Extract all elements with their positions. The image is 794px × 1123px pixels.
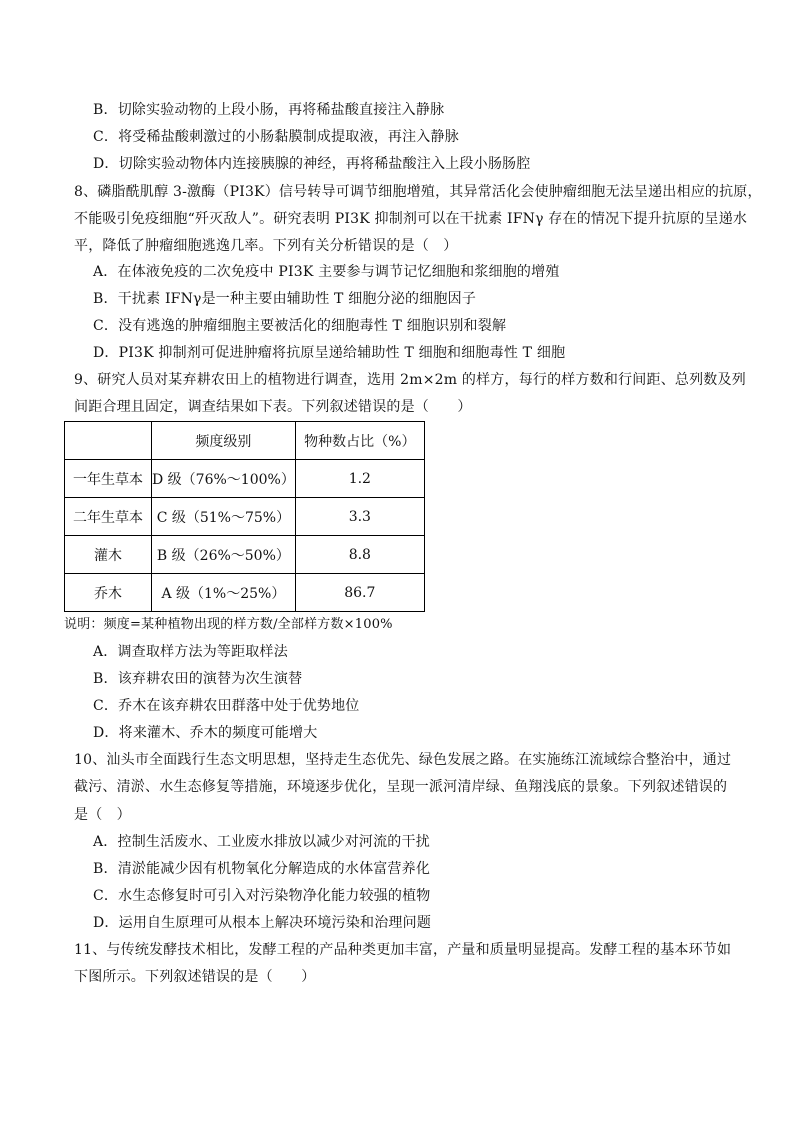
q11-stem-line-2: 下图所示。下列叙述错误的是（ ）: [74, 969, 316, 985]
table-cell: B 级（26%～50%）: [152, 536, 296, 574]
q8-option-c: C．没有逃逸的肿瘤细胞主要被活化的细胞毒性 T 细胞识别和裂解: [93, 318, 507, 334]
q9-option-c: C．乔木在该弃耕农田群落中处于优势地位: [93, 698, 360, 714]
table-cell: A 级（1%～25%）: [152, 574, 296, 612]
q7-option-c: C．将受稀盐酸刺激过的小肠黏膜制成提取液，再注入静脉: [93, 129, 459, 145]
q9-option-d: D．将来灌木、乔木的频度可能增大: [93, 725, 318, 741]
table-cell: 1.2: [295, 460, 424, 498]
table-cell: 8.8: [295, 536, 424, 574]
table-header-cell: 频度级别: [152, 422, 296, 460]
table-header-cell: [65, 422, 152, 460]
table-cell: 86.7: [295, 574, 424, 612]
q9-option-a: A．调查取样方法为等距取样法: [93, 644, 288, 660]
q11-stem-line-1: 11、与传统发酵技术相比，发酵工程的产品种类更加丰富，产量和质量明显提高。发酵工程的基本环节如: [74, 942, 732, 958]
q9-option-b: B．该弃耕农田的演替为次生演替: [93, 671, 303, 687]
table-cell: D 级（76%～100%）: [152, 460, 296, 498]
q10-option-a: A．控制生活废水、工业废水排放以减少对河流的干扰: [93, 834, 430, 850]
table-cell: 乔木: [65, 574, 152, 612]
table-cell: 二年生草本: [65, 498, 152, 536]
table-header-row: [65, 422, 425, 460]
q8-option-d: D．PI3K 抑制剂可促进肿瘤将抗原呈递给辅助性 T 细胞和细胞毒性 T 细胞: [93, 345, 566, 361]
q7-option-d: D．切除实验动物体内连接胰腺的神经，再将稀盐酸注入上段小肠肠腔: [93, 156, 531, 172]
table-cell: 灌木: [65, 536, 152, 574]
q10-stem-line-2: 截污、清淤、水生态修复等措施，环境逐步优化，呈现一派河清岸绿、鱼翔浅底的景象。下列叙述错误的: [74, 779, 728, 795]
q9-table-note: 说明：频度=某种植物出现的样方数/全部样方数×100%: [64, 617, 393, 632]
q8-stem-line-1: 8、磷脂酰肌醇 3-激酶（PI3K）信号转导可调节细胞增殖，其异常活化会使肿瘤细胞无法呈递出相应的抗原，: [74, 184, 762, 200]
q9-stem-line-1: 9、研究人员对某弃耕农田上的植物进行调查，选用 2m×2m 的样方，每行的样方数和行间距、总列数及列: [74, 372, 746, 388]
table-cell: 一年生草本: [65, 460, 152, 498]
q10-option-b: B．清淤能减少因有机物氧化分解造成的水体富营养化: [93, 861, 431, 877]
q10-stem-line-3: 是（ ）: [74, 807, 131, 823]
table-row: [65, 574, 425, 612]
table-row: [65, 498, 425, 536]
q8-stem-line-2: 不能吸引免疫细胞“歼灭敌人”。研究表明 PI3K 抑制剂可以在干扰素 IFNγ 存在的情况下提升抗原的呈递水: [74, 211, 748, 227]
q8-option-a: A．在体液免疫的二次免疫中 PI3K 主要参与调节记忆细胞和浆细胞的增殖: [93, 264, 560, 280]
table-row: [65, 460, 425, 498]
q8-stem-line-3: 平，降低了肿瘤细胞逃逸几率。下列有关分析错误的是（ ）: [74, 238, 458, 254]
q8-option-b: B．干扰素 IFNγ是一种主要由辅助性 T 细胞分泌的细胞因子: [93, 291, 477, 307]
table-row: [65, 536, 425, 574]
frequency-table: [64, 421, 425, 612]
q7-option-b: B．切除实验动物的上段小肠，再将稀盐酸直接注入静脉: [93, 102, 445, 118]
q10-option-d: D．运用自生原理可从根本上解决环境污染和治理问题: [93, 915, 432, 931]
table-header-cell: 物种数占比（%）: [295, 422, 424, 460]
q10-option-c: C．水生态修复时可引入对污染物净化能力较强的植物: [93, 888, 431, 904]
q10-stem-line-1: 10、汕头市全面践行生态文明思想，坚持走生态优先、绿色发展之路。在实施练江流域综合整治中，通过: [74, 752, 732, 768]
table-cell: C 级（51%～75%）: [152, 498, 296, 536]
table-cell: 3.3: [295, 498, 424, 536]
q9-stem-line-2: 间距合理且固定，调查结果如下表。下列叙述错误的是（ ）: [74, 399, 472, 415]
